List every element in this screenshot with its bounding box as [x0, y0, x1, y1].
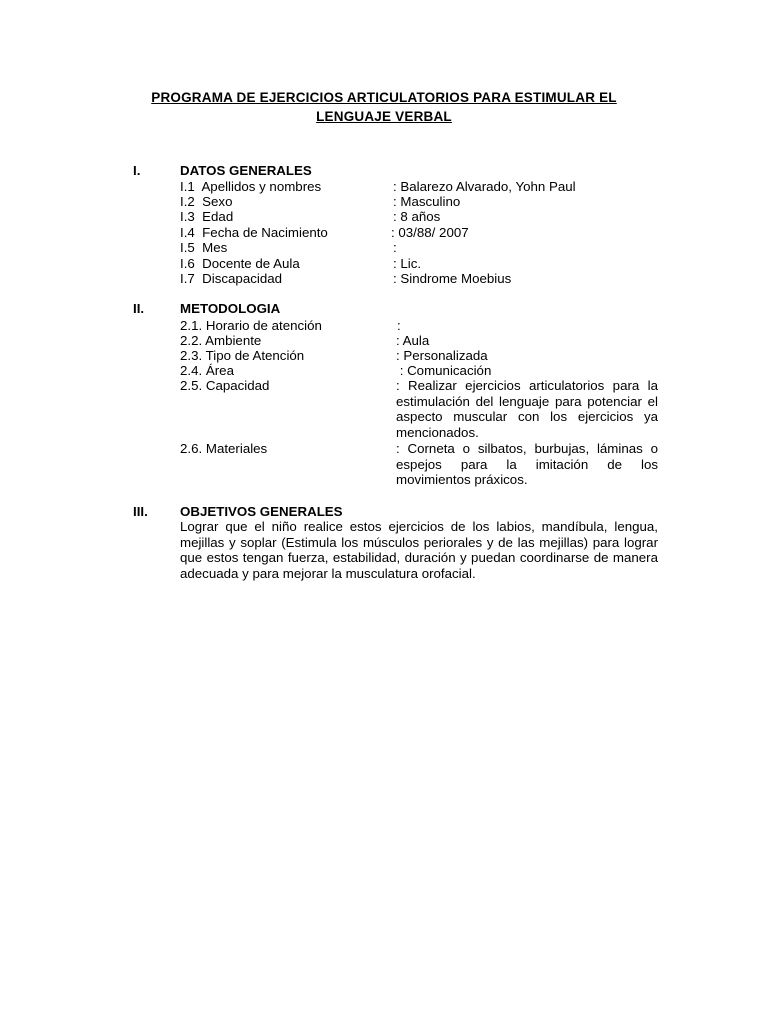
row-value: : Personalizada — [396, 348, 488, 363]
section-2-heading: METODOLOGIA — [180, 301, 281, 316]
row-value: : — [393, 240, 397, 255]
row-value: : Comunicación — [396, 363, 492, 378]
row-label: I.6 Docente de Aula — [180, 256, 300, 271]
section-1-heading: DATOS GENERALES — [180, 163, 312, 178]
row-value: : — [397, 318, 401, 333]
row-label: 2.4. Área — [180, 363, 234, 378]
row-label: I.4 Fecha de Nacimiento — [180, 225, 328, 240]
document-title-line-1: PROGRAMA DE EJERCICIOS ARTICULATORIOS PARA ESTIMULAR EL — [151, 90, 617, 105]
row-label: I.1 Apellidos y nombres — [180, 179, 322, 194]
metodologia-capacidad-value: : Realizar ejercicios articulatorios para la estimulación del lenguaje para potenciar el aspecto muscular con los ejercicios ya mencionados. — [396, 378, 658, 440]
document-title-line-2: LENGUAJE VERBAL — [316, 109, 452, 124]
row-value: : 03/88/ 2007 — [391, 225, 469, 240]
row-label: 2.5. Capacidad — [180, 378, 270, 393]
row-label: I.3 Edad — [180, 209, 234, 224]
row-label: I.7 Discapacidad — [180, 271, 282, 286]
row-label: 2.1. Horario de atención — [180, 318, 322, 333]
row-value: : Balarezo Alvarado, Yohn Paul — [393, 179, 576, 194]
row-value: : Masculino — [393, 194, 461, 209]
row-value: : Aula — [396, 333, 430, 348]
row-label: 2.6. Materiales — [180, 441, 268, 456]
section-2-numeral: II. — [133, 301, 145, 316]
row-label: 2.3. Tipo de Atención — [180, 348, 305, 363]
section-3-numeral: III. — [133, 504, 148, 519]
metodologia-materiales-value: : Corneta o silbatos, burbujas, láminas o espejos para la imitación de los movimientos práxicos. — [396, 441, 658, 488]
row-label: 2.2. Ambiente — [180, 333, 262, 348]
row-label: I.5 Mes — [180, 240, 228, 255]
section-3-heading: OBJETIVOS GENERALES — [180, 504, 343, 519]
row-value: : 8 años — [393, 209, 441, 224]
row-value: : Sindrome Moebius — [393, 271, 512, 286]
row-label: I.2 Sexo — [180, 194, 233, 209]
row-value: : Lic. — [393, 256, 422, 271]
objetivos-generales-text: Lograr que el niño realice estos ejercicios de los labios, mandíbula, lengua, mejillas y soplar (Estimula los músculos periorales y de las mejillas) para lograr que estos tengan fuerza, estabilidad, duración y puedan coordinarse de manera adecuada y para mejorar la musculatura orofacial. — [180, 519, 658, 581]
section-1-numeral: I. — [133, 163, 141, 178]
